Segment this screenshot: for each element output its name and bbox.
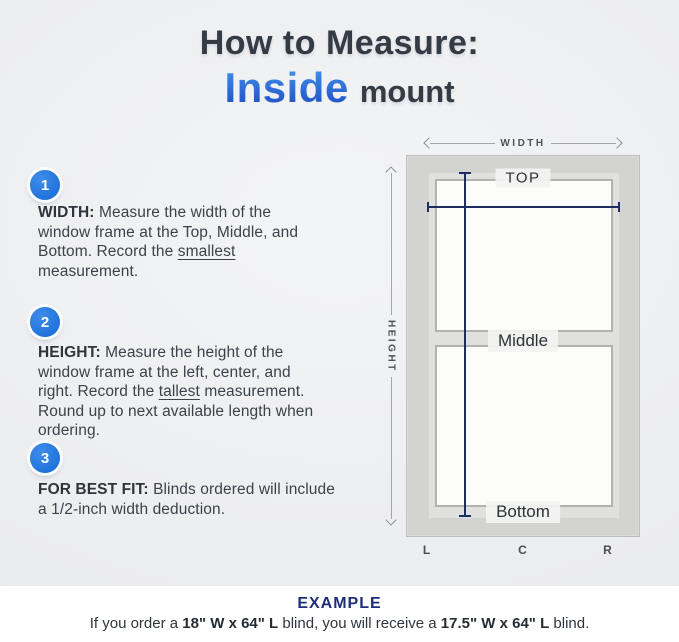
step-1-line <box>38 203 378 223</box>
step-1-instructions <box>38 203 378 281</box>
step-3-instructions <box>38 480 378 519</box>
arrow-line <box>551 143 616 144</box>
marker-left: L <box>422 543 432 557</box>
width-dimension-arrow <box>425 136 621 150</box>
step-2-line: window frame at the left, center, and <box>38 363 291 381</box>
width-dimension-label: WIDTH <box>500 137 546 149</box>
arrow-down-icon <box>385 514 396 525</box>
measure-position-bottom-label: Bottom <box>486 501 560 523</box>
subtitle-accent-inside: Inside <box>224 64 349 111</box>
window-lower-sash <box>435 345 613 507</box>
step-3-number-badge <box>30 443 60 473</box>
step-1-number: 1 <box>40 176 50 194</box>
step-2-line: ordering. <box>38 422 101 439</box>
step-1-text: Bottom. Record the <box>38 243 178 260</box>
step-1-line: measurement. <box>38 262 139 280</box>
step-2-number-badge <box>30 307 60 337</box>
step-2 <box>30 307 314 439</box>
step-3-line: a 1/2-inch width deduction. <box>38 500 226 518</box>
step-2-underlined-word: tallest <box>158 383 200 400</box>
height-dimension-arrow <box>385 168 397 524</box>
step-2-line <box>38 382 378 402</box>
step-2-keyword: HEIGHT: <box>38 344 101 361</box>
step-2-text: measurement. <box>199 383 305 400</box>
step-1-number-badge <box>30 170 60 200</box>
page-title: How to Measure: <box>199 24 480 62</box>
step-2-text: Measure the height of the <box>100 344 284 361</box>
step-1 <box>30 170 299 280</box>
step-1-underlined-word: smallest <box>177 243 236 260</box>
arrow-right-icon <box>611 137 622 148</box>
window-measurement-diagram <box>380 130 652 562</box>
arrow-line <box>391 377 392 519</box>
example-sentence <box>0 615 679 632</box>
example-ordered-size: 18" W x 64" L <box>182 615 279 632</box>
width-measure-line <box>427 206 620 208</box>
example-section <box>0 586 679 642</box>
arrow-left-icon <box>423 137 434 148</box>
window-upper-sash <box>435 179 613 332</box>
arrow-line <box>430 143 495 144</box>
measure-position-top-label: TOP <box>495 169 550 188</box>
step-3-keyword: FOR BEST FIT: <box>38 481 149 498</box>
step-3 <box>30 443 335 518</box>
marker-right: R <box>603 543 613 557</box>
step-2-line <box>38 343 378 363</box>
step-2-number: 2 <box>40 313 50 331</box>
example-heading: EXAMPLE <box>297 595 382 612</box>
step-1-line: window frame at the Top, Middle, and <box>38 223 299 241</box>
arrow-line <box>391 173 392 315</box>
step-1-keyword: WIDTH: <box>38 204 95 221</box>
step-3-line <box>38 480 378 500</box>
example-text: blind. <box>549 615 590 632</box>
subtitle-mount: mount <box>359 74 455 109</box>
page-subtitle <box>0 64 679 112</box>
example-text: blind, you will receive a <box>278 615 441 632</box>
height-measure-line <box>464 172 466 517</box>
example-received-size: 17.5" W x 64" L <box>440 615 550 632</box>
measure-position-middle-label: Middle <box>488 330 558 352</box>
step-1-text: Measure the width of the <box>94 204 272 221</box>
marker-center: C <box>518 543 528 557</box>
height-dimension-label: HEIGHT <box>385 319 397 373</box>
title-block <box>0 24 679 112</box>
step-2-instructions <box>38 343 378 441</box>
step-2-text: right. Record the <box>38 383 159 400</box>
step-1-line <box>38 242 378 262</box>
arrow-up-icon <box>385 166 396 177</box>
step-2-line: Round up to next available length when <box>38 402 314 420</box>
example-text: If you order a <box>89 615 183 632</box>
step-3-number: 3 <box>40 449 50 467</box>
step-3-text: Blinds ordered will include <box>148 481 335 498</box>
